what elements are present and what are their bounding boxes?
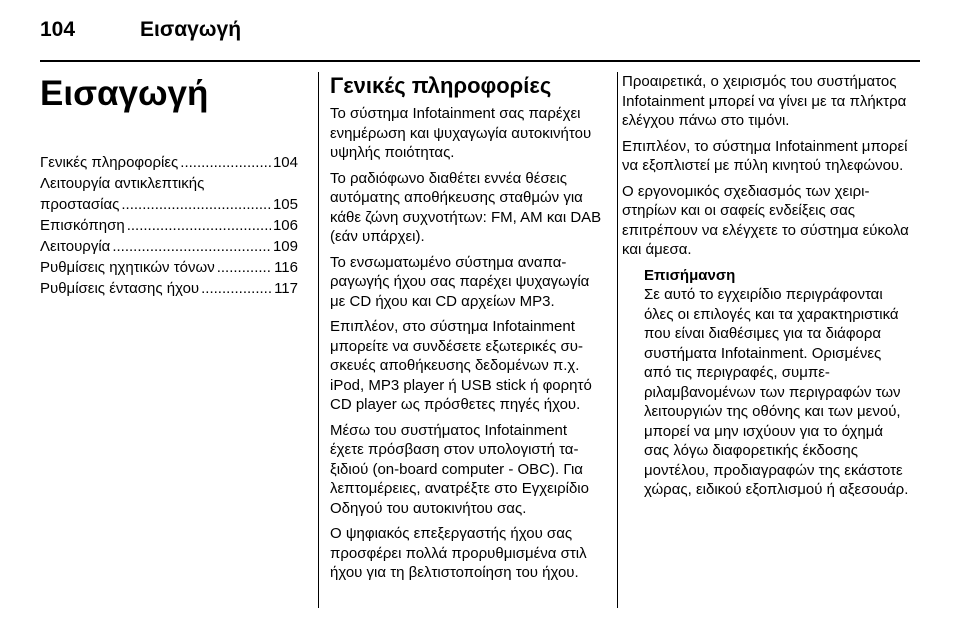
toc-entry-page: 117 — [274, 280, 298, 297]
note-title: Επισήμανση — [644, 266, 736, 284]
toc-entry-anti-theft[interactable] — [40, 173, 298, 215]
toc-entry-label: Λειτουργία — [40, 238, 111, 255]
toc-entry-general-info[interactable] — [40, 152, 298, 173]
toc-entry-page: 105 — [272, 196, 298, 213]
paragraph: Επιπλέον, στο σύστημα Infotainment μπορείτε να συνδέσετε εξωτερικές συσκευές αποθήκευσης δεδομένων π.χ. iPod, MP3 player ή USB stick ή φορητό CD player ως πρόσθετες πηγές ήχου. — [330, 318, 592, 413]
chapter-title: Εισαγωγή — [40, 74, 209, 113]
paragraph: Το σύστημα Infotainment σας παρέχει ενημέρωση και ψυχαγωγία αυτοκινήτου υψηλής ποιότητας. — [330, 105, 592, 161]
running-title: Εισαγωγή — [140, 18, 242, 41]
page-header — [40, 14, 920, 48]
paragraph: Το ενσωματωμένο σύστημα αναπαραγωγής ήχου σας παρέχει ψυχαγωγία με CD ήχου και CD αρχείων MP3. — [330, 253, 590, 310]
column-divider-2 — [617, 72, 618, 608]
toc-entry-label-line1: Λειτουργία αντικλεπτικής — [40, 175, 205, 192]
toc-leader-dots — [201, 278, 272, 299]
toc-entry-label: Επισκόπηση — [40, 217, 125, 234]
toc-entry-overview[interactable] — [40, 215, 298, 236]
continuation-column — [622, 72, 912, 506]
paragraph: Το ραδιόφωνο διαθέτει εννέα θέσεις αυτόματης αποθήκευσης σταθμών για κάθε ζώνη συχνοτήτων: FM, AM και DAB (εάν υπάρχει). — [330, 169, 602, 245]
toc-entry-label: προστασίας — [40, 196, 120, 213]
toc-leader-dots — [112, 236, 271, 257]
section-title: Γενικές πληροφορίες — [330, 73, 552, 98]
paragraph: Ο εργονομικός σχεδιασμός των χειριστηρίων και οι σαφείς ενδείξεις σας επιτρέπουν να ελέγχετε το σύστημα εύκολα και άμεσα. — [622, 182, 909, 258]
toc-entry-page: 106 — [272, 217, 298, 234]
note-text: Σε αυτό το εγχειρίδιο περιγράφονται όλες οι επιλογές και τα χαρακτηριστικά που είναι διαθέσιμες για τα διάφορα συστήματα Infotainment. Ορισμένες από τις περιγραφές, συμπεριλαμβανομένων των περιγραφών των λειτουργιών της οθόνης και των μενού, μπορεί να μην ισχύουν για το όχημά σας λόγω διαφορετικής έκδοσης μοντέλου, προδιαγραφών της εκάστοτε χώρας, ειδικού εξοπλισμού ή αξεσουάρ. — [644, 286, 909, 498]
paragraph: Μέσω του συστήματος Infotainment έχετε πρόσβαση στον υπολογιστή ταξιδιού (on-board computer - OBC). Για λεπτομέρειες, ανατρέξτε στο Εγχειρίδιο Οδηγού του αυτοκινήτου σας. — [330, 421, 589, 517]
table-of-contents — [40, 152, 298, 299]
paragraph: Επιπλέον, το σύστημα Infotainment μπορεί να εξοπλιστεί με πύλη κινητού τηλεφώνου. — [622, 137, 908, 174]
toc-leader-dots — [121, 194, 271, 215]
toc-entry-label: Ρυθμίσεις έντασης ήχου — [40, 280, 200, 297]
toc-leader-dots — [180, 152, 271, 173]
toc-leader-dots — [217, 257, 272, 278]
toc-entry-label: Γενικές πληροφορίες — [40, 154, 179, 171]
toc-entry-tone-settings[interactable] — [40, 257, 298, 278]
paragraph: Ο ψηφιακός επεξεργαστής ήχου σας προσφέρει πολλά προρυθμισμένα στιλ ήχου για τη βελτιστοποίηση του ήχου. — [330, 525, 587, 581]
chapter-column — [40, 72, 298, 299]
section-column — [330, 72, 604, 589]
column-divider-1 — [318, 72, 319, 608]
toc-entry-page: 116 — [274, 259, 298, 276]
toc-entry-operation[interactable] — [40, 236, 298, 257]
toc-entry-volume-settings[interactable] — [40, 278, 298, 299]
toc-entry-label: Ρυθμίσεις ηχητικών τόνων — [40, 259, 215, 276]
toc-entry-page: 109 — [272, 238, 298, 255]
note-box — [644, 266, 912, 500]
header-divider — [40, 60, 920, 62]
toc-leader-dots — [127, 215, 271, 236]
toc-entry-page: 104 — [272, 154, 298, 171]
paragraph: Προαιρετικά, ο χειρισμός του συστήματος Infotainment μπορεί να γίνει με τα πλήκτρα ελέγχου πάνω στο τιμόνι. — [622, 73, 907, 129]
page-number: 104 — [40, 18, 76, 41]
